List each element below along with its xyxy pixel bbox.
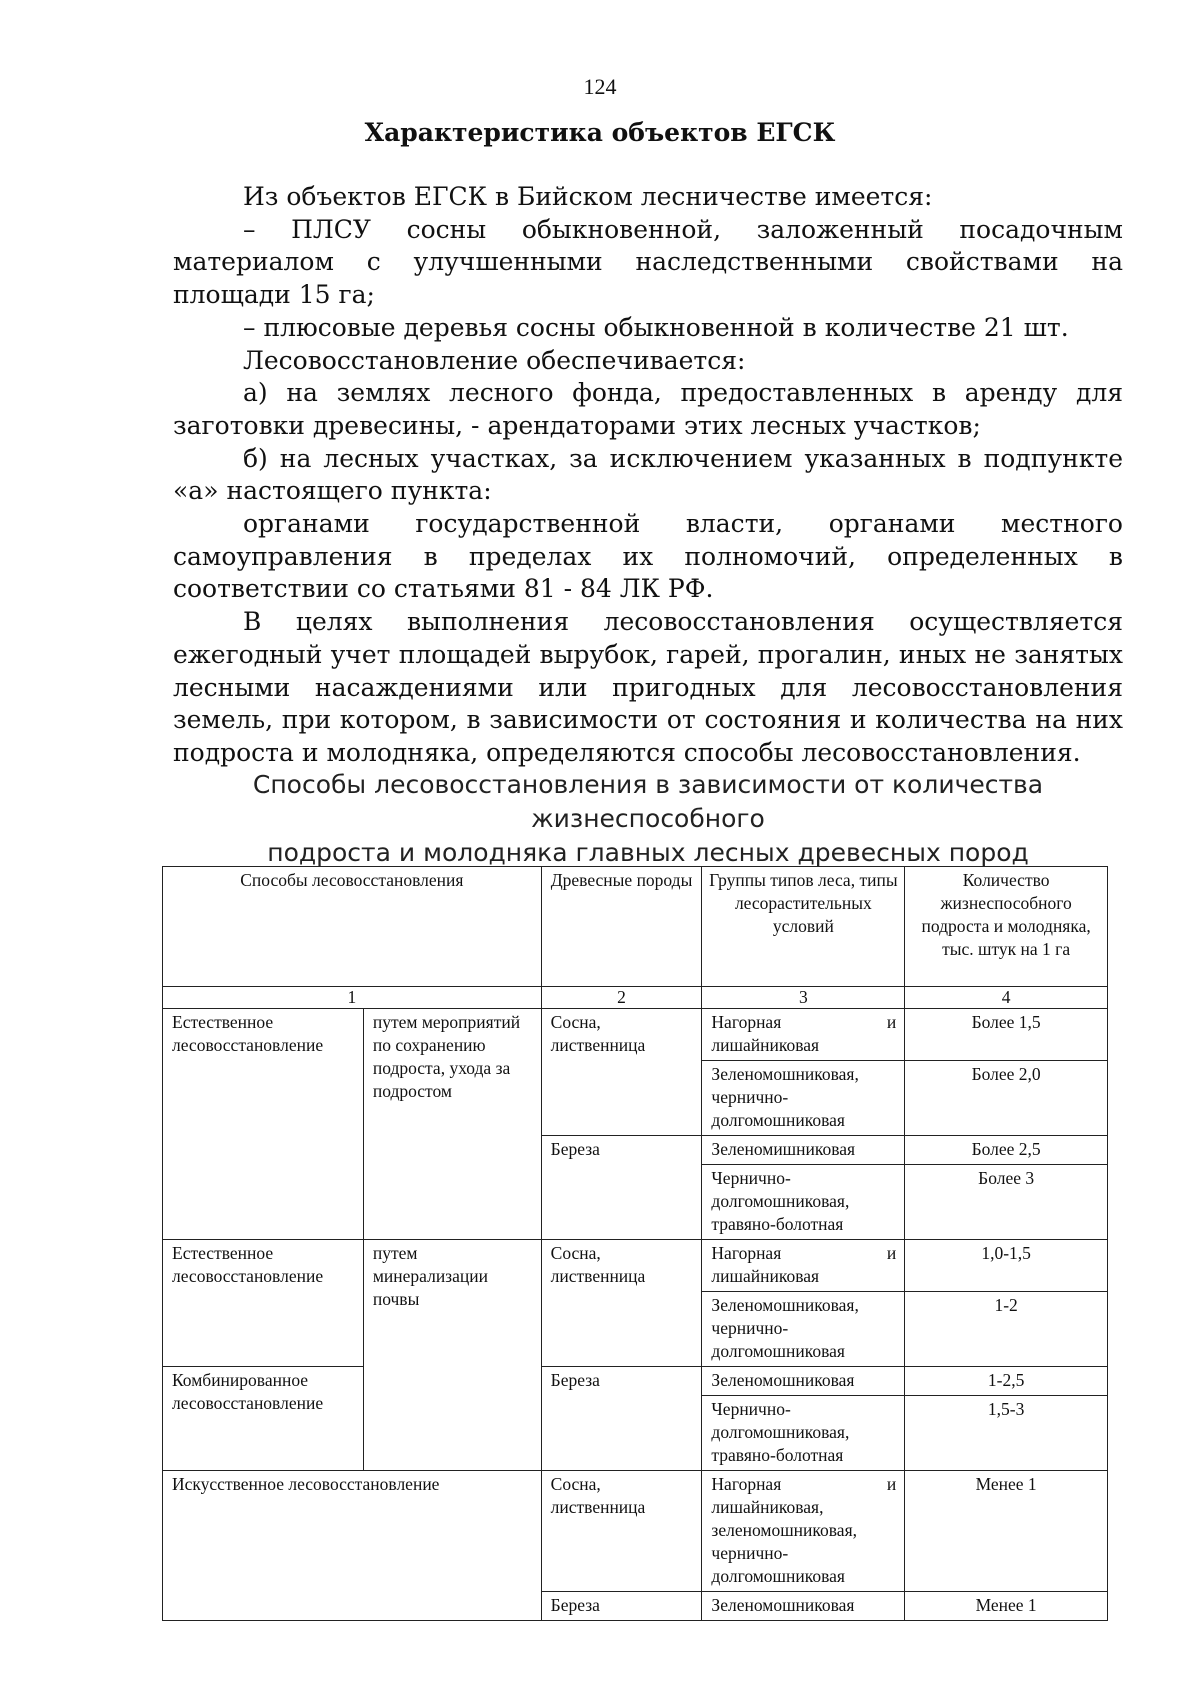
method-cell: Естественное лесовосстановление bbox=[163, 1009, 364, 1240]
paragraph: Из объектов ЕГСК в Бийском лесничестве имеется: bbox=[243, 182, 933, 211]
forest-type-cell: Чернично-долгомошниковая, травяно-болотная bbox=[702, 1396, 905, 1471]
paragraph: Лесовосстановление обеспечивается: bbox=[243, 345, 746, 375]
forest-type-cell bbox=[702, 1471, 905, 1592]
forest-type-cell: Зеленомошниковая, чернично-долгомошниковая bbox=[702, 1061, 905, 1136]
species-cell: Береза bbox=[541, 1136, 702, 1240]
species-cell: Береза bbox=[541, 1367, 702, 1471]
forest-type-word: и bbox=[886, 1243, 897, 1263]
table-caption-line: Способы лесовосстановления в зависимости от количества жизнеспособного bbox=[252, 770, 1044, 833]
species-cell: Сосна, лиственница bbox=[541, 1240, 702, 1367]
forest-type-word: лишайниковая bbox=[711, 1035, 820, 1055]
column-number: 1 bbox=[163, 987, 542, 1009]
forest-type-word: лишайниковая, зеленомошниковая, чернично-долгомошниковая bbox=[711, 1497, 858, 1586]
table-caption bbox=[173, 768, 1123, 870]
quantity-cell: Менее 1 bbox=[905, 1592, 1108, 1621]
reforestation-table bbox=[162, 866, 1108, 1621]
column-number: 2 bbox=[541, 987, 702, 1009]
forest-type-word: Нагорная bbox=[711, 1243, 782, 1263]
quantity-cell: 1-2,5 bbox=[905, 1367, 1108, 1396]
species-cell: Сосна, лиственница bbox=[541, 1009, 702, 1136]
forest-type-cell bbox=[702, 1240, 905, 1292]
column-number: 4 bbox=[905, 987, 1108, 1009]
quantity-cell: Более 3 bbox=[905, 1165, 1108, 1240]
quantity-cell: Менее 1 bbox=[905, 1471, 1108, 1592]
column-number-row bbox=[163, 987, 1108, 1009]
species-cell: Сосна, лиственница bbox=[541, 1471, 702, 1592]
table-row bbox=[163, 1471, 1108, 1592]
table-row bbox=[163, 1240, 1108, 1292]
quantity-cell: Более 2,5 bbox=[905, 1136, 1108, 1165]
column-number: 3 bbox=[702, 987, 905, 1009]
method-cell: Естественное лесовосстановление bbox=[163, 1240, 364, 1367]
table-caption-line: подроста и молодняка главных лесных древесных пород bbox=[267, 838, 1029, 867]
quantity-cell: 1-2 bbox=[905, 1292, 1108, 1367]
table-row bbox=[163, 1009, 1108, 1061]
table-header-row bbox=[163, 867, 1108, 987]
paragraph: а) на землях лесного фонда, предоставленных в аренду для заготовки древесины, - арендаторами этих лесных участков; bbox=[173, 378, 1123, 440]
forest-type-cell: Чернично-долгомошниковая, травяно-болотная bbox=[702, 1165, 905, 1240]
method-detail-cell: путем минерализации почвы bbox=[363, 1240, 541, 1471]
method-cell: Комбинированное лесовосстановление bbox=[163, 1367, 364, 1471]
quantity-cell: 1,0-1,5 bbox=[905, 1240, 1108, 1292]
header-species: Древесные породы bbox=[541, 867, 702, 987]
forest-type-word: и bbox=[886, 1012, 897, 1032]
paragraph: органами государственной власти, органами местного самоуправления в пределах их полномочий, определенных в соответствии со статьями 81 - 84 ЛК РФ. bbox=[173, 509, 1123, 604]
quantity-cell: Более 1,5 bbox=[905, 1009, 1108, 1061]
paragraph: б) на лесных участках, за исключением указанных в подпункте «а» настоящего пункта: bbox=[173, 443, 1123, 506]
paragraph: – плюсовые деревья сосны обыкновенной в количестве 21 шт. bbox=[243, 312, 1069, 342]
quantity-cell: Более 2,0 bbox=[905, 1061, 1108, 1136]
page-number: 124 bbox=[583, 74, 617, 99]
section-heading: Характеристика объектов ЕГСК bbox=[364, 118, 836, 147]
forest-type-cell: Зеленомошниковая bbox=[702, 1592, 905, 1621]
paragraph: – ПЛСУ сосны обыкновенной, заложенный посадочным материалом с улучшенными наследственными свойствами на площади 15 га; bbox=[173, 214, 1123, 310]
forest-type-cell: Зеленомишниковая bbox=[702, 1136, 905, 1165]
forest-type-cell: Зеленомошниковая bbox=[702, 1367, 905, 1396]
header-methods: Способы лесовосстановления bbox=[163, 867, 542, 987]
species-cell: Береза bbox=[541, 1592, 702, 1621]
header-quantity: Количество жизнеспособного подроста и молодняка, тыс. штук на 1 га bbox=[905, 867, 1108, 987]
forest-type-word: лишайниковая bbox=[711, 1266, 820, 1286]
forest-type-cell bbox=[702, 1009, 905, 1061]
forest-type-word: Нагорная bbox=[711, 1012, 782, 1032]
paragraph: В целях выполнения лесовосстановления осуществляется ежегодный учет площадей вырубок, гарей, прогалин, иных не занятых лесными насаждениями или пригодных для лесовосстановления земель, при котором, в зависимости от состояния и количества на них подроста и молодняка, определяются способы лесовосстановления. bbox=[173, 607, 1123, 767]
forest-type-word: и bbox=[886, 1474, 897, 1494]
table-row bbox=[163, 1367, 1108, 1396]
method-cell: Искусственное лесовосстановление bbox=[163, 1471, 542, 1621]
body-text bbox=[173, 181, 1123, 770]
forest-type-cell: Зеленомошниковая, чернично-долгомошниковая bbox=[702, 1292, 905, 1367]
quantity-cell: 1,5-3 bbox=[905, 1396, 1108, 1471]
header-forest-types: Группы типов леса, типы лесорастительных условий bbox=[702, 867, 905, 987]
forest-type-word: Нагорная bbox=[711, 1474, 782, 1494]
method-detail-cell: путем мероприятий по сохранению подроста, ухода за подростом bbox=[363, 1009, 541, 1240]
